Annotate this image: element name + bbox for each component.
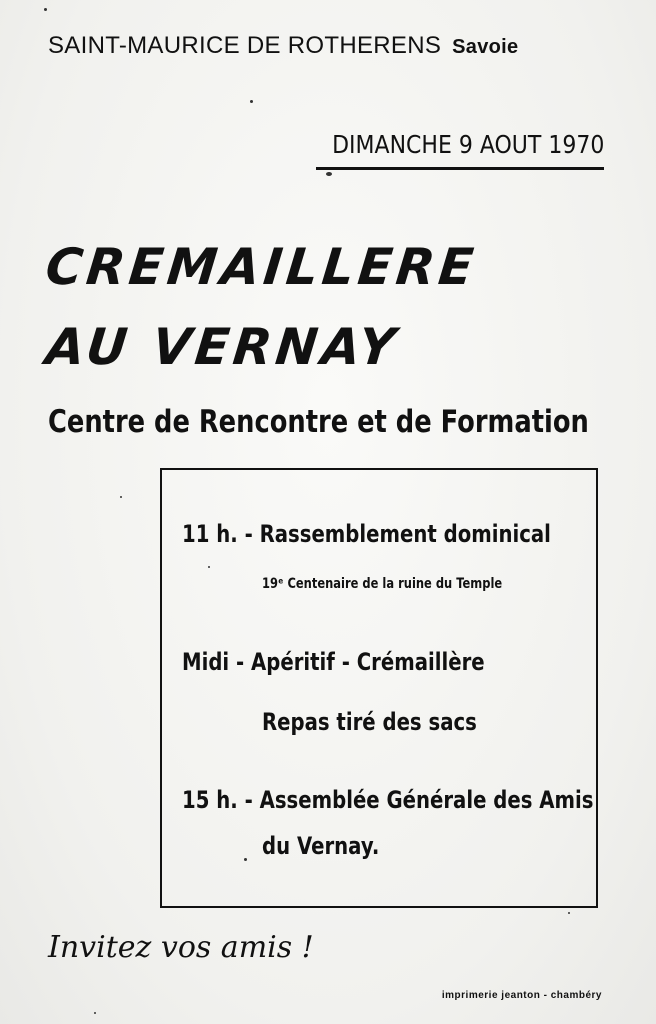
programme-item-1: 11 h. - Rassemblement dominical [182,520,551,548]
title-line-2: AU VERNAY [42,318,402,376]
printer-credit: imprimerie jeanton - chambéry [441,990,602,1001]
ink-speck [250,100,253,103]
event-date: DIMANCHE 9 AOUT 1970 [331,130,604,159]
programme-item-2-detail: Repas tiré des sacs [262,708,477,736]
programme-item-3: 15 h. - Assemblée Générale des Amis [182,786,594,814]
programme-item-3-detail: du Vernay. [262,832,380,860]
subtitle: Centre de Rencontre et de Formation [48,404,589,440]
ink-speck [94,1012,96,1014]
ink-speck [326,172,332,176]
ink-speck [120,496,122,498]
ink-speck [568,912,570,914]
location-name: SAINT-MAURICE DE ROTHERENS [48,32,442,59]
ink-speck [44,8,47,11]
location-region: Savoie [452,36,519,58]
invitation-line: Invitez vos amis ! [48,930,314,965]
programme-item-1-detail: 19ᵉ Centenaire de la ruine du Temple [262,576,503,592]
date-underline [316,167,604,170]
title-line-1: CREMAILLERE [42,238,481,296]
programme-item-2: Midi - Apéritif - Crémaillère [182,648,485,676]
location-heading [48,32,518,60]
